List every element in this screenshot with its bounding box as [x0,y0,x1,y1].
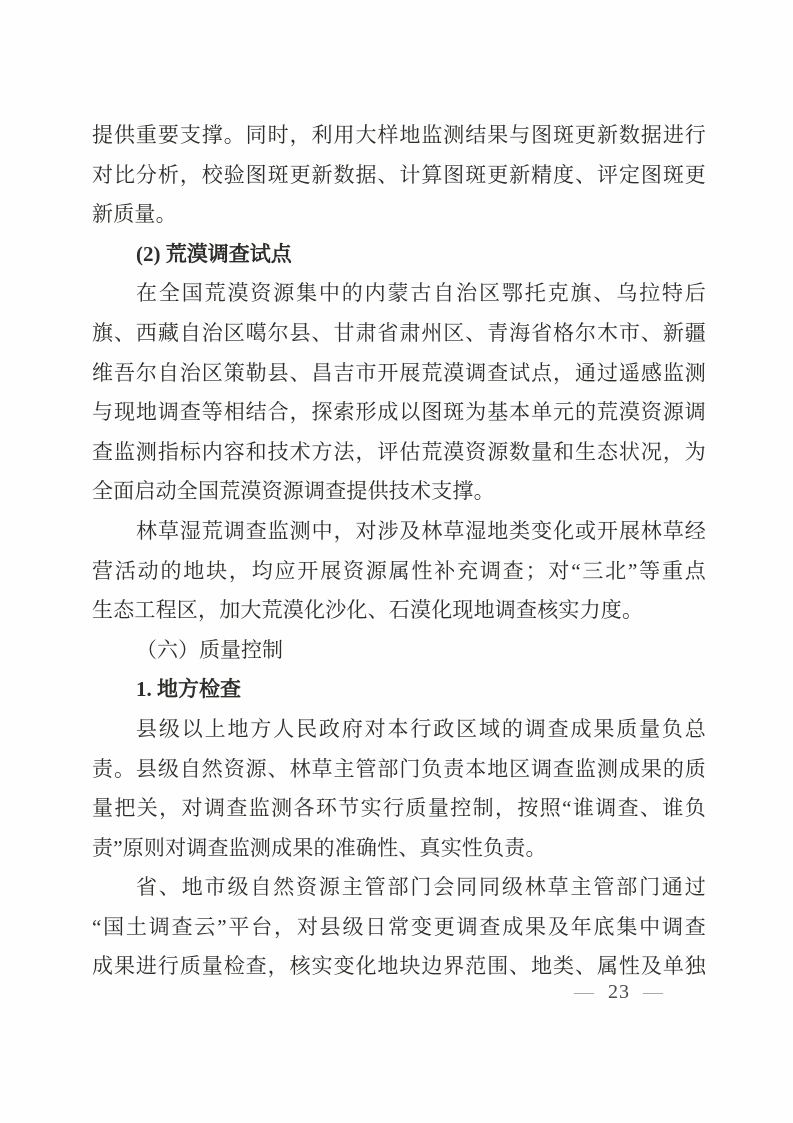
text-line: 生态工程区，加大荒漠化沙化、石漠化现地调查核实力度。 [92,598,644,623]
text-line: “国土调查云”平台，对县级日常变更调查成果及年底集中调查 [92,914,706,939]
document-body [92,116,706,987]
text-line: 省、地市级自然资源主管部门会同同级林草主管部门通过 [136,875,706,900]
page-number-dash-left: — [574,981,595,1003]
text-line: 林草湿荒调查监测中，对涉及林草湿地类变化或开展林草经 [136,518,706,543]
text-line: 旗、西藏自治区噶尔县、甘肃省肃州区、青海省格尔木市、新疆 [92,320,706,345]
heading-desert-survey-pilot: (2) 荒漠调查试点 [136,241,292,266]
text-line: 责。县级自然资源、林草主管部门负责本地区调查监测成果的质 [92,756,706,781]
page-number [574,981,664,1004]
text-line: 县级以上地方人民政府对本行政区域的调查成果质量负总 [136,716,706,741]
text-line: 维吾尔自治区策勒县、昌吉市开展荒漠调查试点，通过遥感监测 [92,360,706,385]
text-line: 责”原则对调查监测成果的准确性、真实性负责。 [92,835,547,860]
text-line: 与现地调查等相结合，探索形成以图斑为基本单元的荒漠资源调 [92,400,706,425]
text-line: 成果进行质量检查，核实变化地块边界范围、地类、属性及单独 [92,954,706,979]
text-line: 量把关，对调查监测各环节实行质量控制，按照“谁调查、谁负 [92,796,706,821]
text-line: 提供重要支撑。同时，利用大样地监测结果与图斑更新数据进行 [92,123,706,147]
text-line: 营活动的地块，均应开展资源属性补充调查；对“三北”等重点 [92,558,706,583]
text-line: 新质量。 [92,202,177,227]
text-line: 在全国荒漠资源集中的内蒙古自治区鄂托克旗、乌拉特后 [136,281,706,306]
text-line: 查监测指标内容和技术方法，评估荒漠资源数量和生态状况，为 [92,439,706,464]
page-number-dash-right: — [643,981,664,1003]
text-line: 全面启动全国荒漠资源调查提供技术支撑。 [92,479,495,504]
heading-quality-control: （六）质量控制 [136,637,283,662]
heading-local-inspection: 1. 地方检查 [136,677,241,702]
page-number-value: 23 [608,981,630,1003]
text-line: 对比分析，校验图斑更新数据、计算图斑更新精度、评定图斑更 [92,162,706,187]
